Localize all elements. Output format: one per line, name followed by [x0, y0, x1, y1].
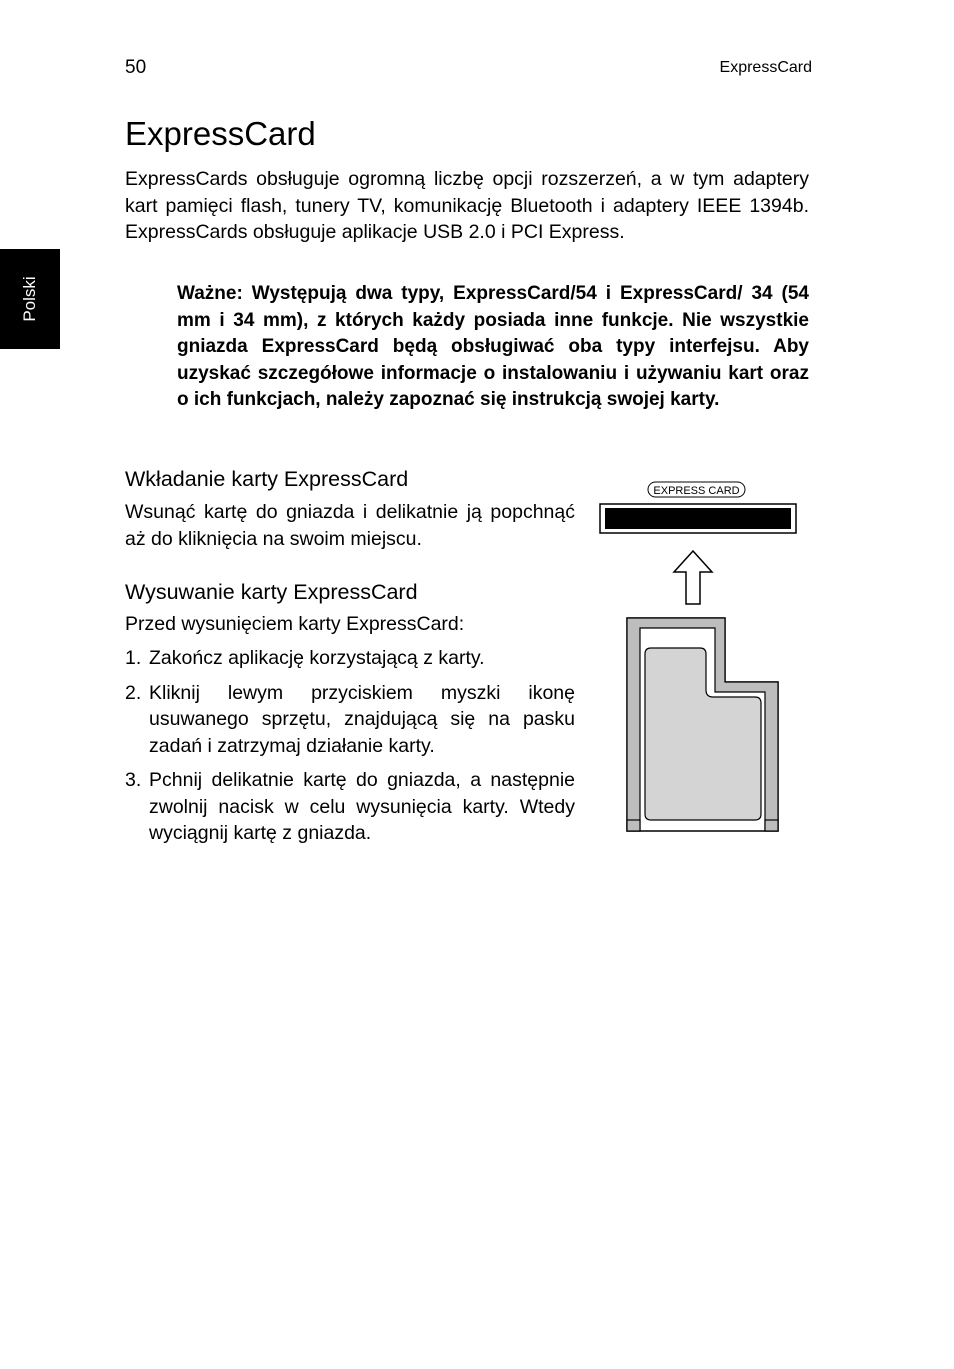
running-header: ExpressCard: [719, 59, 812, 76]
insert-instructions: Wsunąć kartę do gniazda i delikatnie ją popchnąć aż do kliknięcia na swoim miejscu.: [125, 501, 575, 550]
express-card-slot-icon: [600, 504, 796, 533]
step-text: Zakończ aplikację korzystającą z karty.: [149, 647, 485, 669]
list-item: [125, 645, 575, 672]
step-text: Pchnij delikatnie kartę do gniazda, a następnie zwolnij nacisk w celu wysunięcia karty. Wtedy wyciągnij kartę z gniazda.: [149, 769, 575, 844]
expresscard-insertion-illustration: [596, 476, 816, 841]
slot-label: [648, 482, 745, 497]
insert-heading: Wkładanie karty ExpressCard: [125, 467, 409, 491]
removal-steps: [125, 645, 575, 855]
intro-paragraph: ExpressCards obsługuje ogromną liczbę opcji rozszerzeń, a w tym adaptery kart pamięci flash, tunery TV, komunikację Bluetooth i adaptery IEEE 1394b. ExpressCards obsługuje aplikacje USB 2.0 i PCI Express.: [125, 168, 809, 243]
language-tab-label: Polski: [20, 276, 39, 322]
language-tab: [0, 249, 60, 349]
remove-intro: Przed wysunięciem karty ExpressCard:: [125, 613, 465, 635]
list-item: [125, 767, 575, 847]
step-text: Kliknij lewym przyciskiem myszki ikonę usuwanego sprzętu, znajdującą się na pasku zadań i zatrzymaj działanie karty.: [149, 681, 575, 757]
page-number: 50: [125, 57, 147, 78]
up-arrow-icon: [674, 551, 712, 604]
step-number: 2.: [125, 681, 142, 704]
step-number: 1.: [125, 647, 142, 669]
remove-heading: Wysuwanie karty ExpressCard: [125, 580, 418, 604]
express-card-icon: [627, 618, 778, 831]
slot-label-text: EXPRESS CARD: [653, 485, 740, 497]
list-item: [125, 680, 575, 760]
step-number: 3.: [125, 769, 142, 791]
page-title: ExpressCard: [125, 115, 316, 152]
important-note: Ważne: Występują dwa typy, ExpressCard/54 i ExpressCard/ 34 (54 mm i 34 mm), z których każdy posiada inne funkcje. Nie wszystkie gniazda ExpressCard będą obsługiwać oba typy interfejsu. Aby uzyskać szczegółowe informacje o instalowaniu i używaniu kart oraz o ich funkcjach, należy zapoznać się instrukcją swojej karty.: [177, 283, 809, 410]
